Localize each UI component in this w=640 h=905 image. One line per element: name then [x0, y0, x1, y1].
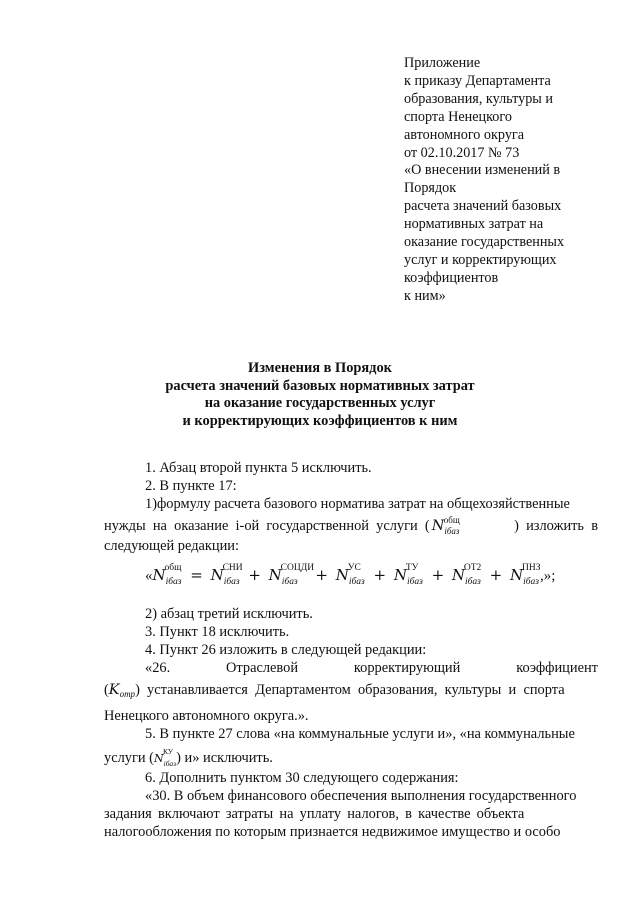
formula-subscript: iбаз: [444, 526, 460, 536]
formula-superscript: СОЦДИ: [280, 563, 315, 573]
paragraph-7-line-3: Ненецкого автономного округа.».: [104, 708, 309, 724]
paragraph-7-word: коэффициент: [516, 660, 598, 676]
formula-subscript: iбаз: [165, 577, 182, 587]
formula-subscript: iбаз: [348, 577, 365, 587]
paragraph-5: 3. Пункт 18 исключить.: [145, 624, 290, 640]
appendix-line: нормативных затрат на: [404, 216, 544, 233]
formula-plus: +: [315, 566, 328, 584]
paragraph-8-line-2-start: услуги (: [104, 750, 154, 766]
paragraph-7-word: корректирующий: [353, 660, 461, 676]
formula-n-letter: N: [268, 566, 282, 584]
formula-plus: +: [248, 566, 261, 584]
formula-n-letter: N: [210, 566, 224, 584]
title-line: расчета значений базовых нормативных затрат: [165, 377, 475, 394]
appendix-line: к приказу Департамента: [404, 72, 551, 89]
appendix-line: спорта Ненецкого: [404, 108, 512, 125]
formula-term-tu: [393, 563, 423, 588]
k-subscript: отр: [119, 689, 136, 699]
paragraph-3-line-2-end: ) изложить в: [514, 518, 598, 534]
formula-term-socdi: [268, 563, 315, 588]
paragraph-3-line-3: следующей редакции:: [104, 538, 239, 554]
formula-equals: =: [190, 566, 203, 584]
formula-superscript: общ: [443, 515, 460, 525]
formula-n-letter: N: [393, 566, 407, 584]
formula-plus: +: [489, 566, 503, 584]
formula-superscript: КУ: [162, 747, 174, 756]
appendix-line: расчета значений базовых: [404, 198, 562, 215]
formula-plus: +: [373, 566, 387, 584]
formula-subscript: iбаз: [281, 577, 298, 587]
title-line: Изменения в Порядок: [248, 360, 392, 376]
paragraph-7-word: «26.: [145, 660, 171, 676]
paragraph-10-line-1: «30. В объем финансового обеспечения выполнения государственного: [145, 788, 577, 804]
appendix-line: оказание государственных: [404, 234, 565, 251]
paragraph-7-line-2-rest: ) устанавливается Департаментом образования, культуры и спорта: [135, 682, 565, 698]
formula-term-us: [335, 563, 365, 588]
formula-n-letter: N: [152, 566, 166, 584]
formula-n-letter: N: [335, 566, 349, 584]
paragraph-1: 1. Абзац второй пункта 5 исключить.: [145, 460, 372, 476]
formula-superscript: ТУ: [405, 563, 419, 573]
formula-plus: +: [431, 566, 445, 584]
paragraph-2: 2. В пункте 17:: [145, 478, 237, 494]
appendix-line: автономного округа: [404, 126, 525, 143]
formula-term-ot2: [451, 563, 482, 588]
title-line: и корректирующих коэффициентов к ним: [182, 412, 458, 429]
formula-subscript: iбаз: [406, 577, 423, 587]
appendix-line: Приложение: [404, 55, 481, 71]
paragraph-8-line-1: 5. В пункте 27 слова «на коммунальные услуги и», «на коммунальные: [145, 726, 575, 742]
formula-term-sni: [210, 563, 243, 588]
appendix-line: услуг и корректирующих: [404, 251, 557, 268]
paragraph-7-line-1: [145, 660, 598, 678]
formula-n-letter: N: [431, 518, 445, 534]
formula-open-quote: «: [145, 568, 153, 584]
formula-subscript: iбаз: [163, 759, 177, 768]
formula-superscript: ПНЗ: [521, 563, 541, 573]
paragraph-6: 4. Пункт 26 изложить в следующей редакции:: [145, 642, 427, 658]
n-obsh-symbol: [431, 515, 460, 537]
formula-term-pnz: [509, 563, 541, 588]
formula-n-letter: N: [509, 566, 524, 584]
formula-subscript: iбаз: [223, 577, 240, 587]
appendix-line: «О внесении изменений в: [404, 162, 561, 179]
cost-formula: [145, 563, 556, 588]
appendix-line: от 02.10.2017 № 73: [404, 144, 520, 161]
paragraph-7-word: Отраслевой: [226, 660, 299, 676]
formula-superscript: СНИ: [222, 563, 243, 573]
appendix-line: образования, культуры и: [404, 90, 553, 107]
paragraph-4: 2) абзац третий исключить.: [145, 606, 313, 622]
formula-superscript: общ: [164, 563, 182, 573]
formula-subscript: iбаз: [465, 577, 481, 587]
n-ku-symbol: [153, 747, 177, 769]
paragraph-7-line-2: $(K_{отр})$ устанавливается Департаментом образования, культуры и спорта: [104, 682, 565, 699]
paragraph-3-line-2: [104, 515, 598, 537]
formula-superscript: ОТ2: [463, 563, 482, 573]
paragraph-10-line-3: налогообложения по которым признается недвижимое имущество и особо: [104, 824, 561, 840]
appendix-line: коэффициентов: [404, 269, 499, 286]
paragraph-8-line-2: [104, 747, 273, 769]
formula-close-quote: ,»;: [539, 568, 556, 584]
paragraph-3-line-2-start: нужды на оказание i-ой государственной услуги (: [104, 518, 430, 534]
formula-superscript: УС: [347, 563, 361, 573]
appendix-line: к ним»: [404, 287, 446, 304]
k-symbol: K: [108, 682, 120, 698]
paragraph-3-line-1: 1)формулу расчета базового норматива затрат на общехозяйственные: [145, 496, 570, 512]
formula-lhs: [152, 563, 182, 588]
paragraph-8-line-2-end: ) и» исключить.: [176, 750, 273, 766]
paragraph-10-line-2: задания включают затраты на уплату налогов, в качестве объекта: [104, 806, 525, 822]
formula-n-letter: N: [153, 752, 164, 765]
paragraph-9: 6. Дополнить пунктом 30 следующего содержания:: [145, 770, 459, 786]
formula-subscript: iбаз: [523, 577, 539, 587]
title-line: на оказание государственных услуг: [204, 395, 436, 412]
formula-n-letter: N: [451, 566, 466, 584]
appendix-line: Порядок: [404, 180, 457, 197]
